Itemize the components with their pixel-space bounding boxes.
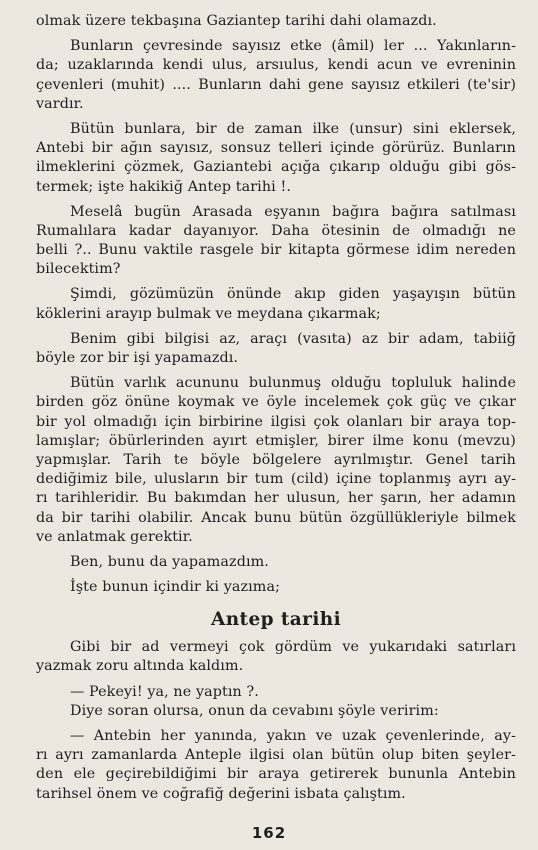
text-line: böyle zor bir işi yapamazdı. xyxy=(36,350,239,366)
text-line: tarihsel önem ve coğrafiğ değerini isbata çalıştım. xyxy=(36,785,406,802)
text-line: olmak üzere tekbaşına Gaziantep tarihi dahi olamazdı. xyxy=(36,13,437,29)
text-line: Ben, bunu da yapamazdım. xyxy=(70,553,269,570)
text-line: termek; işte hakikiğ Antep tarihi !. xyxy=(36,178,291,195)
text-line: Bütün bunlara, bir de zaman ilke (unsur) sini eklersek, xyxy=(70,120,516,137)
text-line: ilmeklerini çözmek, Gaziantebi açığa çıkarıp olduğu gibi gös- xyxy=(36,159,516,176)
text-line: Bunların çevresinde sayısız etke (âmil) ler ... Yakınların- xyxy=(70,38,516,55)
text-line: İşte bunun içindir ki yazıma; xyxy=(70,579,281,596)
text-line: Antebi bir ağın sayısız, sonsuz telleri içinde görürüz. Bunların xyxy=(36,140,516,157)
page-number: 162 xyxy=(251,824,287,842)
text-line: Rumalılara kadar dayanıyor. Daha ötesinin de olmadığı ne xyxy=(36,222,516,239)
text-line: bilecektim? xyxy=(36,261,121,278)
text-line: rı ayrı zamanlarda Anteple ilgisi olan bütün olup biten şeyler- xyxy=(36,747,516,764)
text-line: Bütün varlık acununu bulunmuş olduğu topluluk halinde xyxy=(70,375,516,392)
text-line: dediğimiz bile, ulusların bir tum (cild) içine toplanmış ayrı ay- xyxy=(36,471,516,488)
text-line: lamışlar; öbürlerinden ayırt etmişler, birer ilme konu (mevzu) xyxy=(36,432,516,449)
text-line: vardır. xyxy=(36,95,84,112)
text-line: birden göz önüne koymak ve öyle incelemek çok güç ve çıkar xyxy=(36,394,516,411)
text-line: da; uzaklarında kendi ulus, arsıulus, kendi acun ve evreninin xyxy=(36,57,516,74)
text-line: Gibi bir ad vermeyi çok gördüm ve yukarıdaki satırları xyxy=(70,639,516,656)
text-line: Benim gibi bilgisi az, araçı (vasıta) az bir adam, tabiiğ xyxy=(70,330,516,347)
text-line: — Pekeyi! ya, ne yaptın ?. xyxy=(70,683,259,700)
text-line: çevenleri (muhit) .... Bunların dahi gene sayısız etkileri (te'sir) xyxy=(36,76,516,93)
text-line: belli ?.. Bunu vaktile rasgele bir kitapta görmese idim nereden xyxy=(36,242,516,259)
text-line: Meselâ bugün Arasada eşyanın bağıra bağıra satılması xyxy=(70,203,516,220)
text-line: — Antebin her yanında, yakın ve uzak çevenlerinde, ay- xyxy=(70,728,516,744)
text-line: Şimdi, gözümüzün önünde akıp giden yaşayışın bütün xyxy=(70,286,516,303)
section-heading: Antep tarihi xyxy=(210,609,342,631)
text-line: köklerini arayıp bulmak ve meydana çıkarmak; xyxy=(36,305,381,322)
text-line: da bir tarihi olabilir. Ancak bunu bütün özgüllükleriyle bilmek xyxy=(36,509,516,526)
text-line: Diye soran olursa, onun da cevabını şöyle veririm: xyxy=(70,702,439,719)
text-line: rı tarihleridir. Bu bakımdan her ulusun, her şarın, her adamın xyxy=(36,490,516,507)
text-line: yapmışlar. Tarih te böyle bölgelere ayrılmıştır. Genel tarih xyxy=(36,451,516,468)
text-line: den ele geçirebildiğimi bir araya getirerek bununla Antebin xyxy=(36,766,516,783)
text-line: bir yol olmadığı için birbirine ilgisi çok olanları bir araya top- xyxy=(36,413,516,430)
text-line: yazmak zoru altında kaldım. xyxy=(36,658,244,675)
text-line: ve anlatmak gerektir. xyxy=(36,528,193,545)
